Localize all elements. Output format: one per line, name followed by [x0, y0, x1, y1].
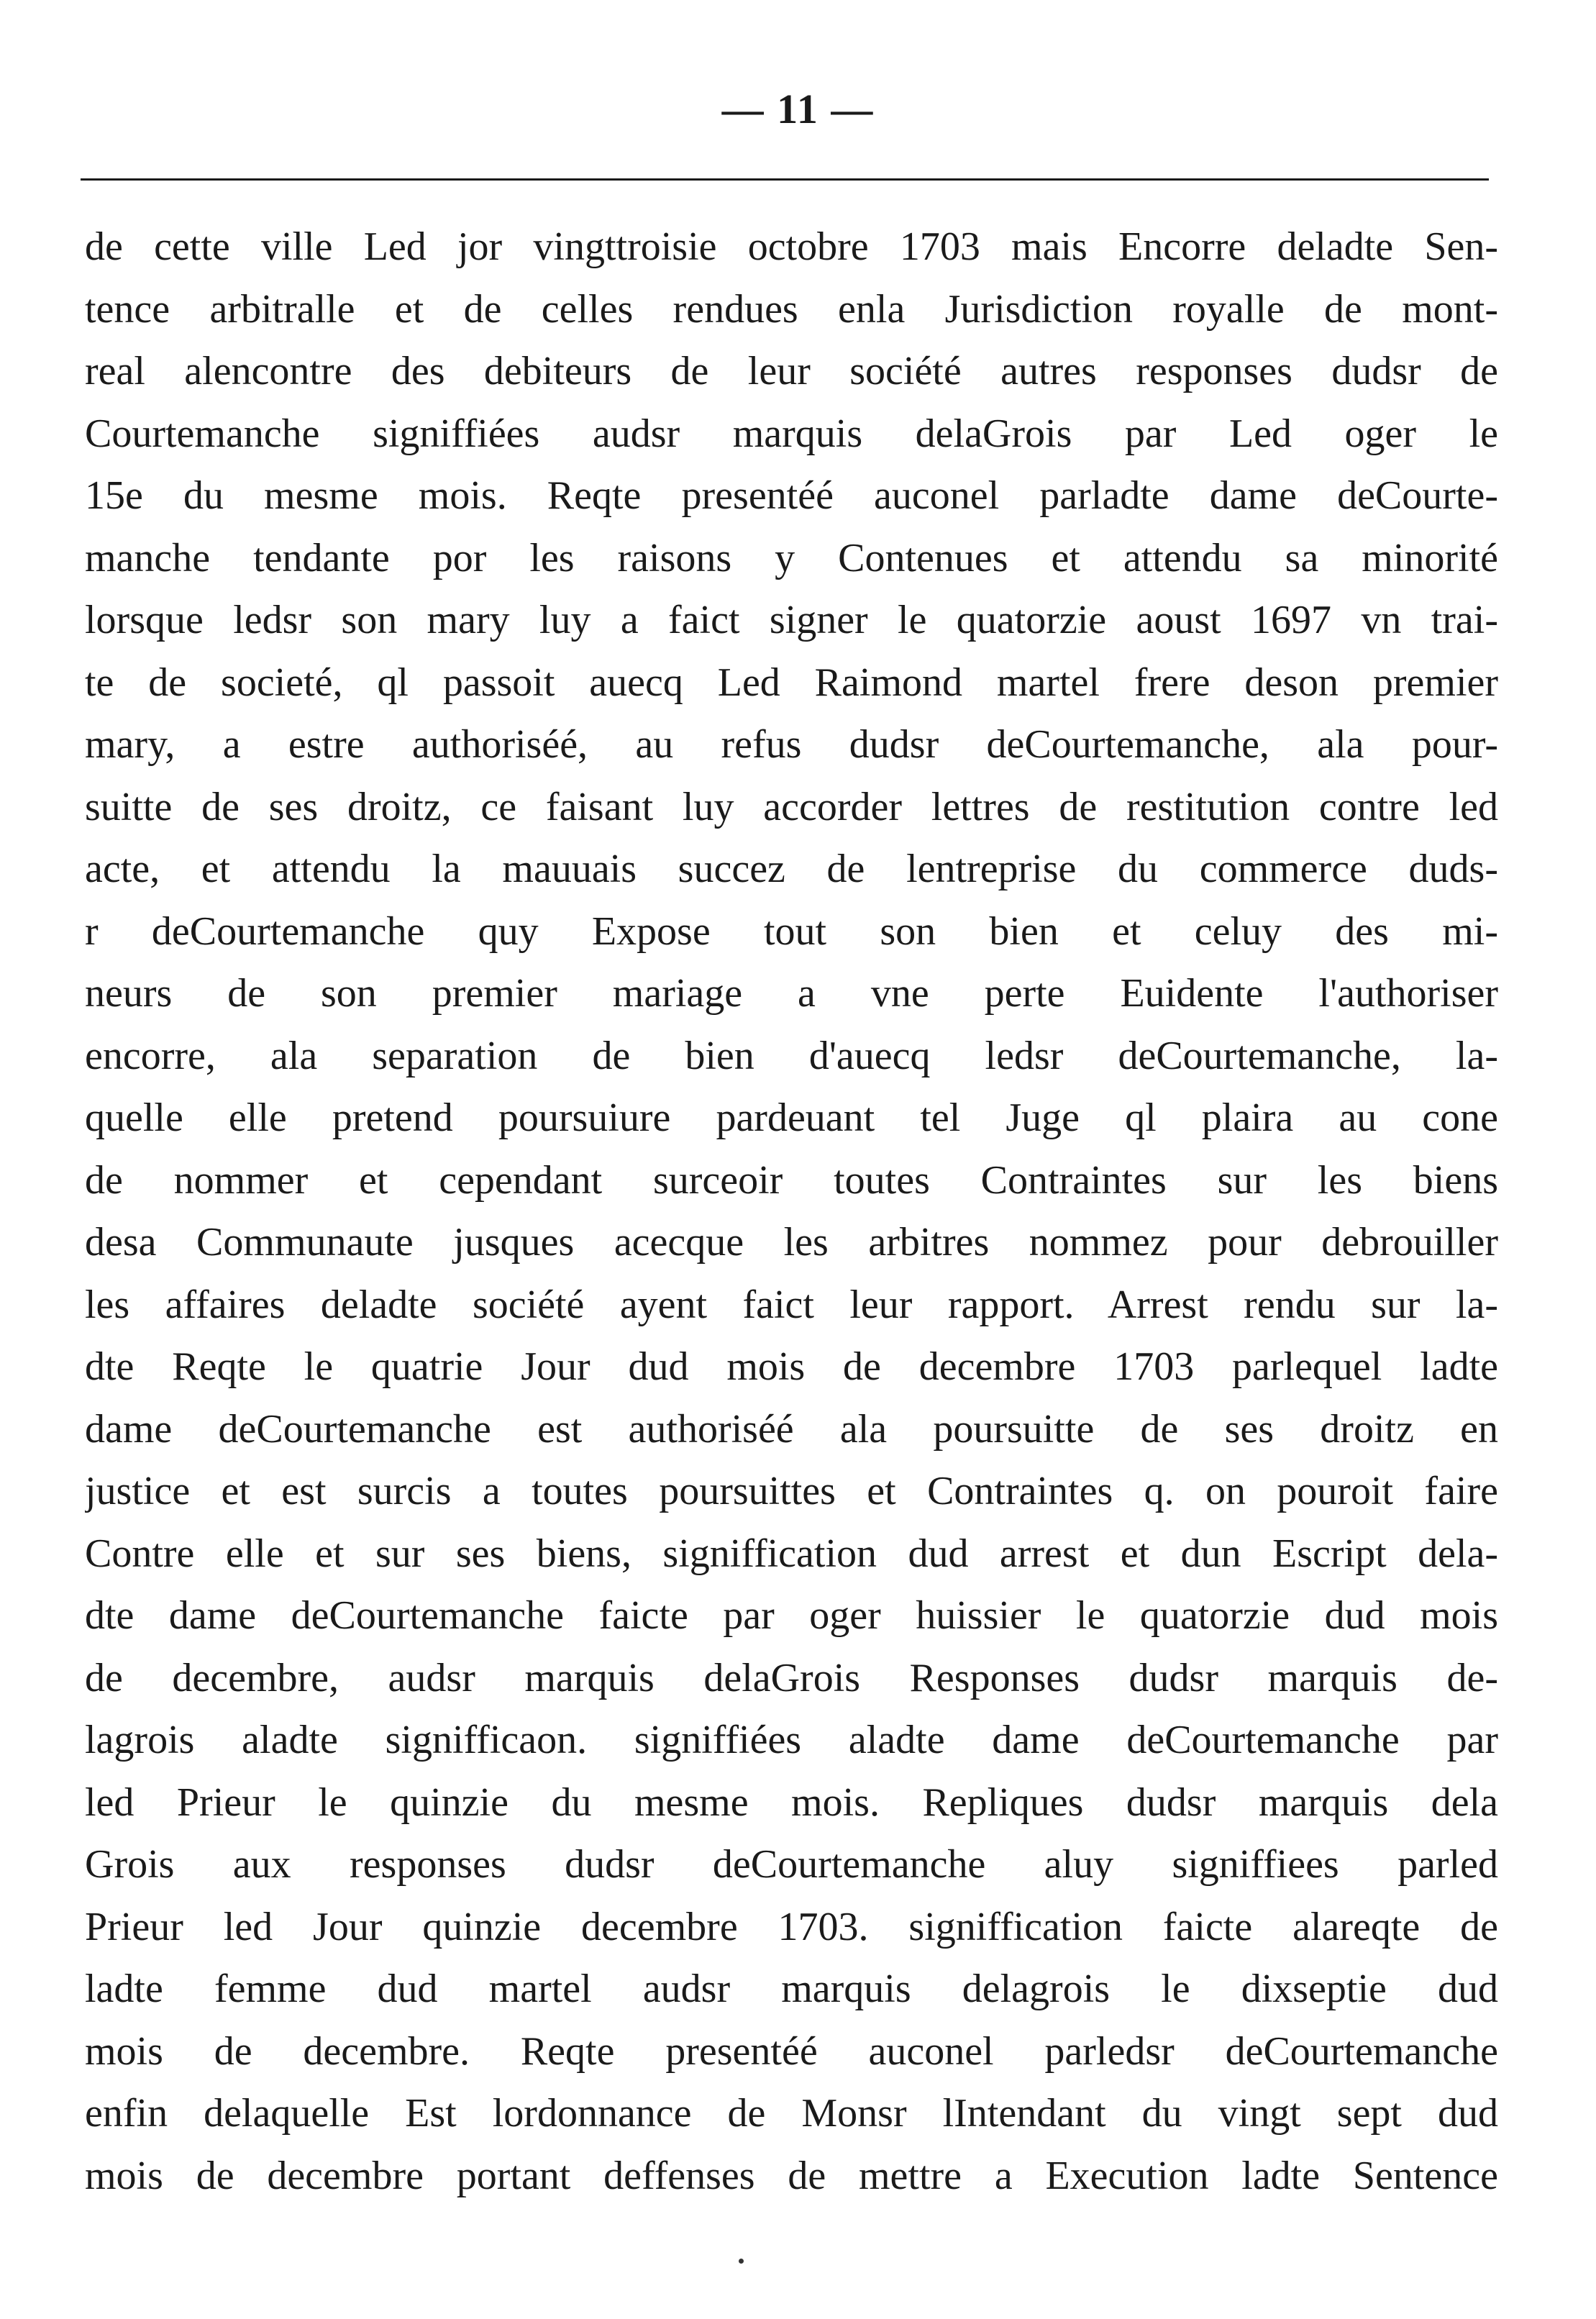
text-line: Prieur led Jour quinzie decembre 1703. signiffication faicte alareqte de: [85, 1904, 1498, 1949]
text-line: dte dame deCourtemanche faicte par oger huissier le quatorzie dud mois: [85, 1593, 1498, 1638]
page-number: — 11 —: [721, 86, 875, 132]
text-line: 15e du mesme mois. Reqte presentéé auconel parladte dame deCourte-: [85, 473, 1498, 518]
text-line: acte, et attendu la mauuais succez de lentreprise du commerce duds-: [85, 847, 1498, 891]
text-line: ladte femme dud martel audsr marquis delagrois le dixseptie dud: [85, 1967, 1498, 2011]
text-line: Grois aux responses dudsr deCourtemanche aluy signiffiees parled: [85, 1842, 1498, 1887]
text-line: mois de decembre. Reqte presentéé auconel parledsr deCourtemanche: [85, 2028, 1498, 2074]
text-line: real alencontre des debiteurs de leur société autres responses dudsr de: [85, 349, 1498, 393]
text-line: tence arbitralle et de celles rendues enla Jurisdiction royalle de mont-: [85, 286, 1498, 332]
footer-dot: [739, 2259, 744, 2264]
text-line: r deCourtemanche quy Expose tout son bien et celuy des mi-: [85, 908, 1498, 954]
text-line: suitte de ses droitz, ce faisant luy accorder lettres de restitution contre led: [85, 784, 1498, 829]
text-line: mary, a estre authoriséé, au refus dudsr deCourtemanche, ala pour-: [85, 722, 1498, 767]
text-line: neurs de son premier mariage a vne perte Euidente l'authoriser: [85, 971, 1498, 1016]
text-line: desa Communaute jusques acecque les arbitres nommez pour debrouiller: [85, 1220, 1498, 1265]
text-line: Courtemanche signiffiées audsr marquis delaGrois par Led oger le: [85, 411, 1498, 456]
text-line: led Prieur le quinzie du mesme mois. Repliques dudsr marquis dela: [85, 1780, 1498, 1825]
text-line: dte Reqte le quatrie Jour dud mois de decembre 1703 parlequel ladte: [85, 1344, 1498, 1389]
text-line: de cette ville Led jor vingttroisie octobre 1703 mais Encorre deladte Sen-: [85, 224, 1498, 269]
body-text: [85, 216, 1498, 2207]
text-line: encorre, ala separation de bien d'auecq ledsr deCourtemanche, la-: [85, 1033, 1498, 1078]
text-line: de decembre, audsr marquis delaGrois Responses dudsr marquis de-: [85, 1655, 1498, 1700]
text-line: dame deCourtemanche est authoriséé ala poursuitte de ses droitz en: [85, 1406, 1498, 1452]
text-line: manche tendante por les raisons y Contenues et attendu sa minorité: [85, 535, 1498, 580]
text-line: Contre elle et sur ses biens, signiffication dud arrest et dun Escript dela-: [85, 1531, 1498, 1576]
text-line: mois de decembre portant deffenses de mettre a Execution ladte Sentence: [85, 2153, 1498, 2198]
text-line: justice et est surcis a toutes poursuittes et Contraintes q. on pouroit faire: [85, 1469, 1498, 1513]
text-line: de nommer et cependant surceoir toutes Contraintes sur les biens: [85, 1157, 1498, 1203]
text-line: les affaires deladte société ayent faict leur rapport. Arrest rendu sur la-: [85, 1282, 1498, 1327]
header-rule: [81, 178, 1489, 181]
text-line: quelle elle pretend poursuiure pardeuant tel Juge ql plaira au cone: [85, 1095, 1498, 1140]
text-line: lagrois aladte signifficaon. signiffiées aladte dame deCourtemanche par: [85, 1718, 1498, 1762]
text-line: te de societé, ql passoit auecq Led Raimond martel frere deson premier: [85, 660, 1498, 705]
text-line: lorsque ledsr son mary luy a faict signer le quatorzie aoust 1697 vn trai-: [85, 598, 1498, 642]
text-line: enfin delaquelle Est lordonnance de Monsr lIntendant du vingt sept dud: [85, 2091, 1498, 2136]
